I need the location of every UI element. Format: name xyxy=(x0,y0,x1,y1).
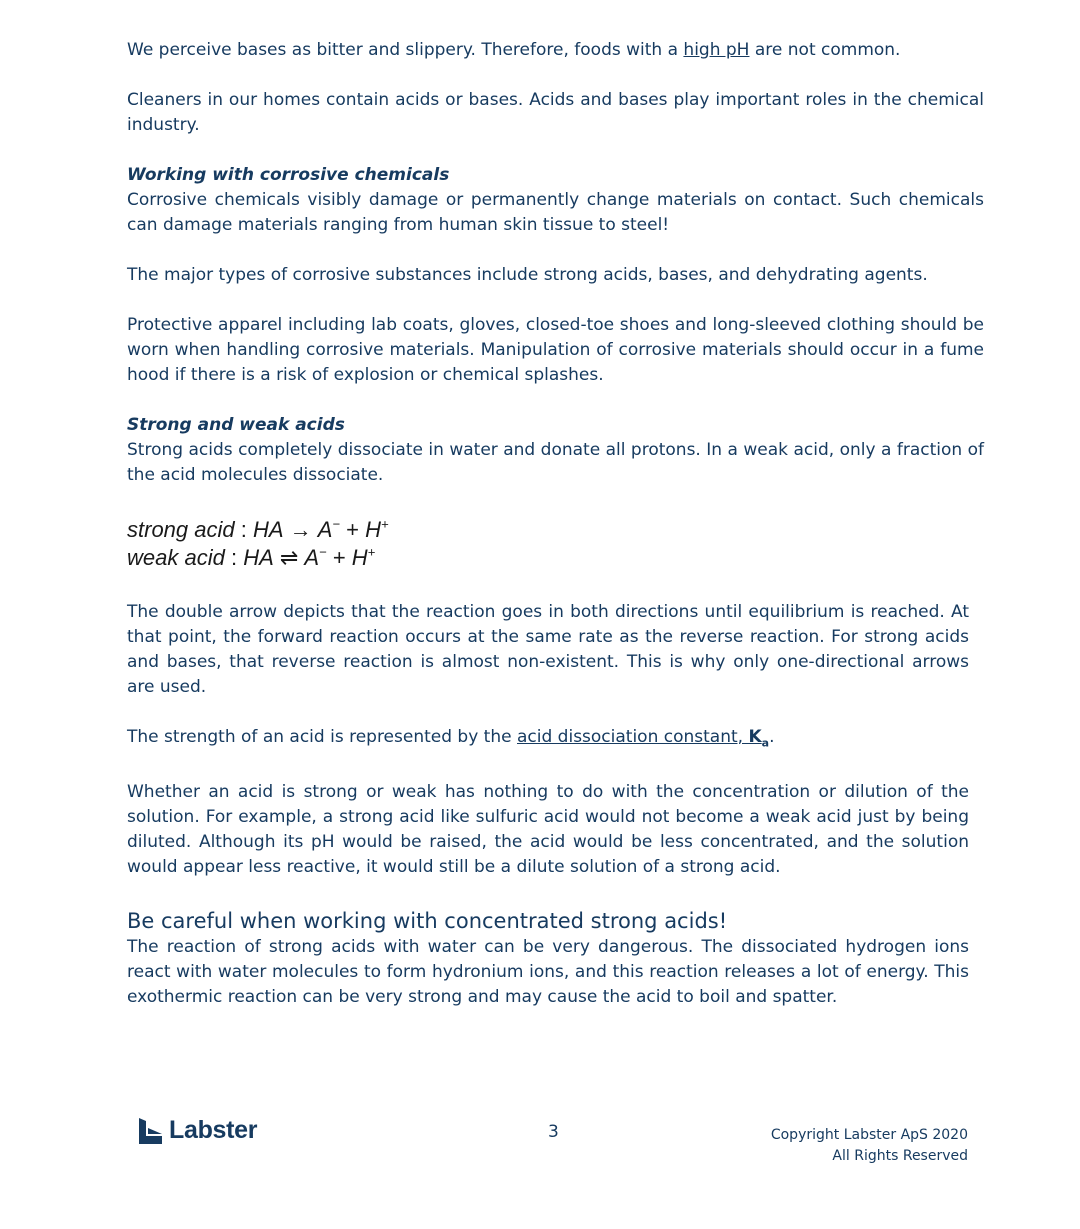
eq-colon: : xyxy=(234,517,253,542)
eq-cation-charge: + xyxy=(381,516,389,532)
acids-paragraph-1: Strong acids completely dissociate in water and donate all protons. In a weak acid, only a fraction of the acid molecules dissociate. xyxy=(127,440,984,485)
document-body xyxy=(127,38,984,1010)
single-arrow-icon: → xyxy=(283,517,318,542)
k-symbol: K xyxy=(748,727,762,747)
eq-cation: H xyxy=(351,545,368,570)
double-arrow-icon: ⇌ xyxy=(273,545,305,570)
eq-cation-charge: + xyxy=(367,544,376,560)
acids-paragraph-4: Whether an acid is strong or weak has nothing to do with the concentration or dilution of the solution. For example, a strong acid like sulfuric acid would not become a weak acid just by being diluted. Although its pH would be raised, the acid would be less concentrated, and the solution would appear less reactive, it would still be a dilute solution of a strong acid. xyxy=(127,782,969,878)
logo-text: Labster xyxy=(169,1116,258,1144)
acids-paragraph-3 xyxy=(127,725,969,755)
eq-anion-charge: − xyxy=(332,516,341,532)
copyright-line-2: All Rights Reserved xyxy=(832,1148,968,1164)
link-text: acid dissociation constant, xyxy=(517,727,749,747)
bases-taste-text-end: are not common. xyxy=(749,40,901,60)
acids-heading: Strong and weak acids xyxy=(127,415,345,435)
eq-reactant: HA xyxy=(252,517,284,542)
page-number: 3 xyxy=(548,1122,559,1142)
strong-acid-equation xyxy=(127,516,984,544)
corrosive-paragraph-3: Protective apparel including lab coats, gloves, closed-toe shoes and long-sleeved clothing should be worn when handling corrosive materials. Manipulation of corrosive materials should occur in a fume hood if there is a risk of explosion or chemical splashes. xyxy=(127,315,984,385)
copyright-notice xyxy=(771,1125,968,1167)
weak-acid-equation xyxy=(127,544,984,572)
caution-paragraph: The reaction of strong acids with water can be very dangerous. The dissociated hydrogen ions react with water molecules to form hydronium ions, and this reaction releases a lot of energy. This exothermic reaction can be very strong and may cause the acid to boil and spatter. xyxy=(127,937,969,1008)
copyright-line-1: Copyright Labster ApS 2020 xyxy=(770,1127,968,1143)
acids-paragraph-3-text: The strength of an acid is represented by the xyxy=(127,727,517,747)
bases-taste-paragraph xyxy=(127,38,984,63)
bases-taste-text: We perceive bases as bitter and slippery. Therefore, foods with a xyxy=(127,40,684,60)
eq-colon: : xyxy=(224,545,244,570)
eq-anion: A xyxy=(304,545,320,570)
corrosive-heading: Working with corrosive chemicals xyxy=(127,165,450,185)
eq-cation: H xyxy=(365,517,382,542)
eq-weak-label: weak acid xyxy=(127,545,225,570)
labster-logo xyxy=(139,1116,257,1145)
eq-strong-label: strong acid xyxy=(127,517,235,542)
acid-dissociation-constant-link[interactable] xyxy=(517,727,770,750)
cleaners-paragraph: Cleaners in our homes contain acids or bases. Acids and bases play important roles in the chemical industry. xyxy=(127,90,984,135)
eq-reactant: HA xyxy=(243,545,274,570)
high-ph-link[interactable]: high pH xyxy=(683,40,750,60)
corrosive-paragraph-2: The major types of corrosive substances include strong acids, bases, and dehydrating agents. xyxy=(127,265,928,285)
acids-paragraph-2: The double arrow depicts that the reaction goes in both directions until equilibrium is reached. At that point, the forward reaction occurs at the same rate as the reverse reaction. For strong acids and bases, that reverse reaction is almost non-existent. This is why only one-directional arrows are used. xyxy=(127,602,969,697)
corrosive-paragraph-1: Corrosive chemicals visibly damage or permanently change materials on contact. Such chemicals can damage materials ranging from human skin tissue to steel! xyxy=(127,190,984,235)
caution-heading: Be careful when working with concentrated strong acids! xyxy=(127,909,728,934)
labster-logo-icon xyxy=(139,1118,163,1144)
eq-plus: + xyxy=(326,545,352,570)
eq-anion: A xyxy=(317,517,333,542)
acids-paragraph-3-end: . xyxy=(769,727,775,747)
k-subscript: a xyxy=(761,736,770,750)
eq-anion-charge: − xyxy=(319,544,327,560)
eq-plus: + xyxy=(340,517,366,542)
